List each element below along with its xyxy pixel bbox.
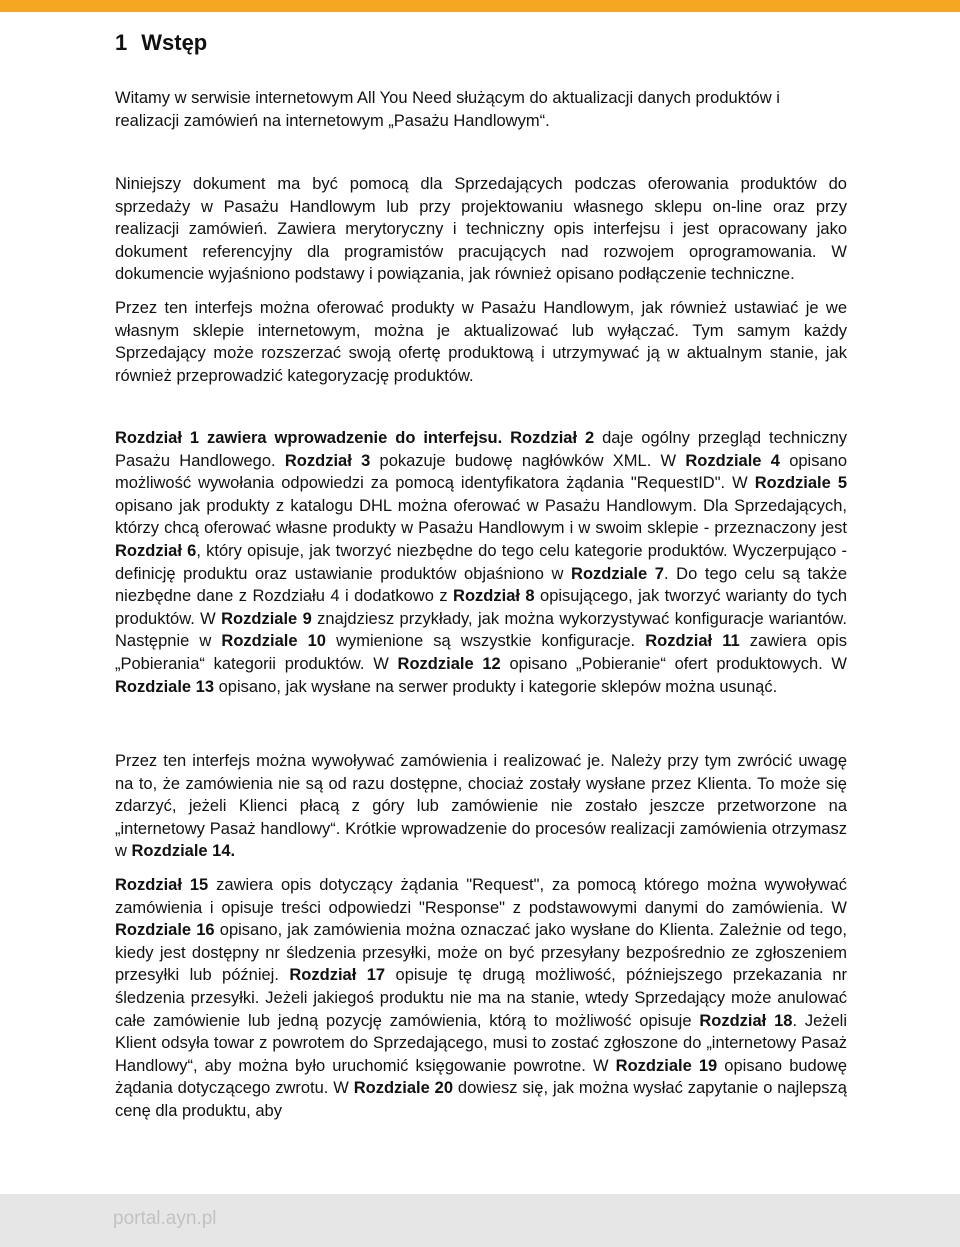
bold-run: Rozdział 2	[510, 429, 595, 447]
bold-run: Rozdział 18	[699, 1011, 793, 1030]
section-heading	[115, 30, 207, 56]
bold-run: Rozdziale 10	[221, 632, 326, 651]
bold-run: Rozdziale 5	[754, 474, 847, 493]
bold-run: Rozdział 8	[453, 587, 535, 606]
page-footer	[0, 1194, 960, 1247]
bold-run: Rozdział 15	[115, 876, 209, 894]
bold-run: Rozdziale 4	[685, 451, 780, 470]
section-number: 1	[115, 30, 128, 55]
bold-run: Rozdziale 7	[571, 564, 664, 583]
bold-run: Rozdziale 16	[115, 921, 215, 940]
footer-site-name: portal.ayn.pl	[113, 1208, 217, 1229]
bold-run: Rozdziale 13	[115, 677, 215, 696]
paragraph-products: Przez ten interfejs można oferować produkty w Pasażu Handlowym, jak również ustawiać je we własnym sklepie internetowym, można je aktualizować lub wyłączać. Tym samym każdy Sprzedający może rozszerzać swoją ofertę produktową i utrzymywać ją w aktualnym stanie, jak również przeprowadzić kategoryzację produktów.	[115, 299, 847, 385]
bold-run: Rozdziale 14.	[131, 842, 236, 861]
paragraph-purpose: Niniejszy dokument ma być pomocą dla Sprzedających podczas oferowania produktów do sprzedaży w Pasażu Handlowym lub przy projektowaniu własnego sklepu on-line oraz przy realizacji zamówień. Zawiera merytoryczny i techniczny opis interfejsu i jest opracowany jako dokument referencyjny dla programistów pracujących nad rozwojem oprogramowania. W dokumencie wyjaśniono podstawy i powiązania, jak również opisano podłączenie techniczne.	[115, 175, 847, 284]
bold-run: Rozdziale 20	[353, 1079, 454, 1098]
paragraph-chapters-overview: Rozdział 1 zawiera wprowadzenie do interfejsu. Rozdział 2 daje ogólny przegląd techniczny Pasażu Handlowego. Rozdział 3 pokazuje budowę nagłówków XML. W Rozdziale 4 opisano możliwość wywołania odpowiedzi za pomocą identyfikatora żądania "RequestID". W Rozdziale 5 opisano jak produkty z katalogu DHL można oferować w Pasażu Handlowym. Dla Sprzedających, którzy chcą oferować własne produkty w Pasażu Handlowym i w swoim sklepie - przeznaczony jest Rozdział 6, który opisuje, jak tworzyć niezbędne do tego celu kategorie produktów. Wyczerpująco - definicję produktu oraz ustawianie produktów objaśniono w Rozdziale 7. Do tego celu są także niezbędne dane z Rozdziału 4 i dodatkowo z Rozdział 8 opisującego, jak tworzyć warianty do tych produktów. W Rozdziale 9 znajdziesz przykłady, jak można wykorzystywać konfiguracje wariantów. Następnie w Rozdziale 10 wymienione są wszystkie konfiguracje. Rozdział 11 zawiera opis „Pobierania“ kategorii produktów. W Rozdziale 12 opisano „Pobieranie“ ofert produktowych. W Rozdziale 13 opisano, jak wysłane na serwer produkty i kategorie sklepów można usunąć.	[115, 429, 848, 696]
paragraph-orders: Przez ten interfejs można wywoływać zamówienia i realizować je. Należy przy tym zwrócić uwagę na to, że zamówienia nie są od razu dostępne, chociaż zostały wysłane przez Klienta. To może się zdarzyć, jeżeli Klienci płacą z góry lub zamówienie nie zostało jeszcze przetworzone na „internetowy Pasaż handlowy“. Krótkie wprowadzenie do procesów realizacji zamówienia otrzymasz w Rozdziale 14.	[115, 752, 847, 861]
bold-run: Rozdziale 12	[397, 654, 501, 673]
bold-run: Rozdział 1 zawiera wprowadzenie do interfejsu.	[115, 429, 503, 447]
bold-run: Rozdział 17	[289, 966, 386, 985]
bold-run: Rozdziale 9	[221, 609, 312, 628]
bold-run: Rozdział 3	[284, 451, 371, 470]
bold-run: Rozdział 6	[115, 541, 197, 560]
section-title: Wstęp	[141, 30, 208, 55]
bold-run: Rozdział 11	[645, 632, 740, 651]
paragraph-order-chapters: Rozdział 15 zawiera opis dotyczący żądania "Request", za pomocą którego można wywoływać zamówienia i opisuje treści odpowiedzi "Response" z podstawowymi danymi do zamówienia. W Rozdziale 16 opisano, jak zamówienia można oznaczać jako wysłane do Klienta. Zależnie od tego, kiedy jest dostępny nr śledzenia przesyłki, może on być przesyłany bezpośrednio ze zgłoszeniem przesyłki lub później. Rozdział 17 opisuje tę drugą możliwość, późniejszego przekazania nr śledzenia przesyłki. Jeżeli jakiegoś produktu nie ma na stanie, wtedy Sprzedający może anulować całe zamówienie lub jedną pozycję zamówienia, którą to możliwość opisuje Rozdział 18. Jeżeli Klient odsyła towar z powrotem do Sprzedającego, musi to zostać zgłoszone do „internetowy Pasaż Handlowy“, aby można było uruchomić księgowanie powrotne. W Rozdziale 19 opisano budowę żądania dotyczącego zwrotu. W Rozdziale 20 dowiesz się, jak można wysłać zapytanie o najlepszą cenę dla produktu, aby	[115, 876, 848, 1120]
bold-run: Rozdziale 19	[615, 1056, 718, 1075]
top-accent-bar	[0, 0, 960, 12]
paragraph-intro: Witamy w serwisie internetowym All You Need służącym do aktualizacji danych produktów i realizacji zamówień na internetowym „Pasażu Handlowym“.	[115, 89, 780, 130]
